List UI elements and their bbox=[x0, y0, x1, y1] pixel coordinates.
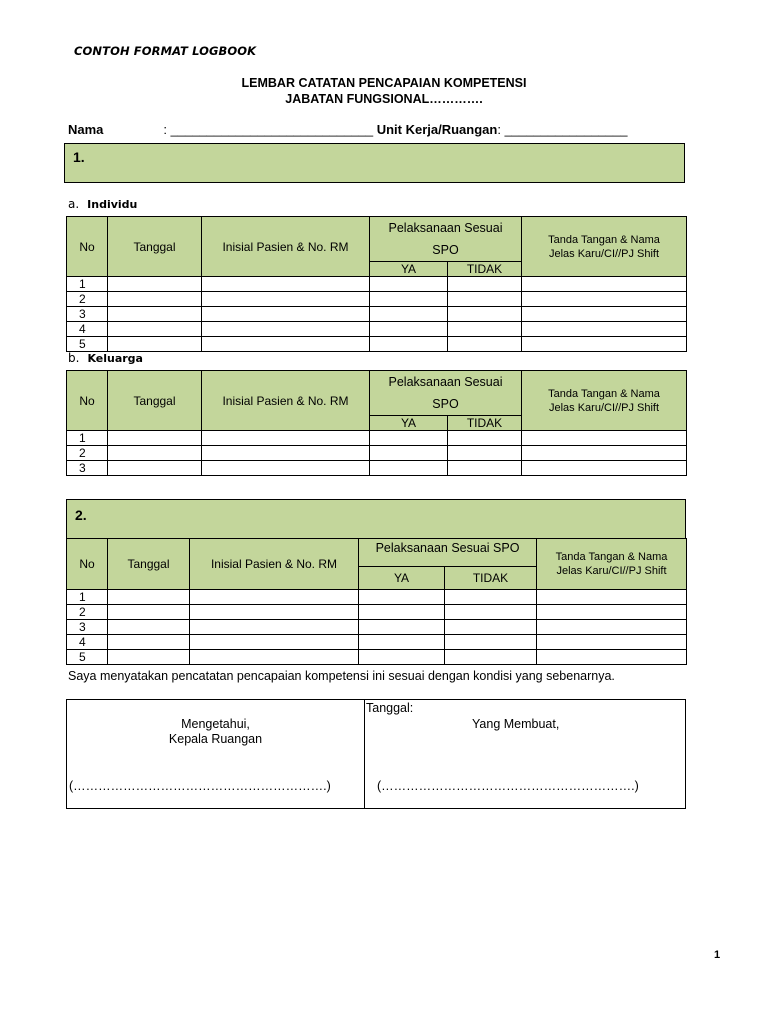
table-row bbox=[67, 322, 687, 337]
cell-inisial[interactable] bbox=[202, 322, 370, 337]
header-no: No bbox=[67, 539, 108, 590]
header-tanggal: Tanggal bbox=[108, 217, 202, 277]
header-inisial: Inisial Pasien & No. RM bbox=[202, 217, 370, 277]
document-title-line2: JABATAN FUNGSIONAL…………. bbox=[285, 92, 483, 106]
cell-tidak[interactable] bbox=[448, 292, 522, 307]
cell-inisial[interactable] bbox=[190, 620, 359, 635]
header-tanda-line2: Jelas Karu/CI//PJ Shift bbox=[548, 247, 660, 260]
cell-inisial[interactable] bbox=[202, 431, 370, 446]
cell-tidak[interactable] bbox=[448, 322, 522, 337]
cell-inisial[interactable] bbox=[202, 292, 370, 307]
cell-tanda[interactable] bbox=[537, 650, 687, 665]
cell-ya[interactable] bbox=[359, 635, 445, 650]
table-row bbox=[67, 461, 687, 476]
row-number: 2 bbox=[67, 605, 108, 620]
cell-tidak[interactable] bbox=[445, 590, 537, 605]
cell-ya[interactable] bbox=[359, 605, 445, 620]
cell-tanda[interactable] bbox=[522, 292, 687, 307]
cell-inisial[interactable] bbox=[190, 650, 359, 665]
row-number: 2 bbox=[67, 446, 108, 461]
nama-label: Nama bbox=[68, 122, 104, 137]
header-pelaksanaan-line2: SPO bbox=[432, 243, 459, 257]
cell-ya[interactable] bbox=[359, 590, 445, 605]
document-title-line1: LEMBAR CATATAN PENCAPAIAN KOMPETENSI bbox=[241, 76, 527, 90]
header-ya: YA bbox=[370, 416, 448, 431]
cell-tidak[interactable] bbox=[448, 446, 522, 461]
cell-tanda[interactable] bbox=[522, 446, 687, 461]
header-pelaksanaan: Pelaksanaan Sesuai SPO bbox=[359, 539, 537, 567]
header-pelaksanaan-line1: Pelaksanaan Sesuai bbox=[388, 375, 503, 389]
cell-tanda[interactable] bbox=[522, 277, 687, 292]
table-row bbox=[67, 446, 687, 461]
cell-tanggal[interactable] bbox=[108, 620, 190, 635]
header-tanggal: Tanggal bbox=[108, 539, 190, 590]
cell-ya[interactable] bbox=[359, 650, 445, 665]
cell-tanggal[interactable] bbox=[108, 277, 202, 292]
header-tanda-tangan bbox=[537, 539, 687, 590]
cell-tanda[interactable] bbox=[522, 322, 687, 337]
table-row bbox=[67, 292, 687, 307]
table-row bbox=[67, 650, 687, 665]
cell-ya[interactable] bbox=[370, 292, 448, 307]
subsection-a-text: Individu bbox=[87, 198, 138, 211]
cell-ya[interactable] bbox=[370, 461, 448, 476]
row-number: 5 bbox=[67, 650, 108, 665]
cell-inisial[interactable] bbox=[202, 461, 370, 476]
unit-blank: : _________________ bbox=[497, 122, 628, 137]
cell-tanda[interactable] bbox=[522, 461, 687, 476]
cell-tidak[interactable] bbox=[448, 277, 522, 292]
header-ya: YA bbox=[359, 567, 445, 590]
header-pelaksanaan bbox=[370, 217, 522, 262]
table-row bbox=[67, 590, 687, 605]
cell-tanda[interactable] bbox=[537, 635, 687, 650]
header-pelaksanaan bbox=[370, 371, 522, 416]
header-tidak: TIDAK bbox=[448, 262, 522, 277]
cell-tanggal[interactable] bbox=[108, 337, 202, 352]
cell-ya[interactable] bbox=[370, 337, 448, 352]
header-ya: YA bbox=[370, 262, 448, 277]
cell-inisial[interactable] bbox=[190, 635, 359, 650]
header-no: No bbox=[67, 217, 108, 277]
table-row bbox=[67, 620, 687, 635]
cell-tidak[interactable] bbox=[448, 461, 522, 476]
subsection-b-label bbox=[68, 351, 143, 365]
statement-text: Saya menyatakan pencatatan pencapaian kompetensi ini sesuai dengan kondisi yang sebenarnya. bbox=[68, 669, 615, 683]
cell-ya[interactable] bbox=[370, 277, 448, 292]
row-number: 5 bbox=[67, 337, 108, 352]
row-number: 3 bbox=[67, 307, 108, 322]
cell-tanggal[interactable] bbox=[108, 650, 190, 665]
cell-tanggal[interactable] bbox=[108, 446, 202, 461]
tanggal-label: Tanggal: bbox=[366, 701, 414, 715]
cell-tanggal[interactable] bbox=[108, 635, 190, 650]
cell-tidak[interactable] bbox=[448, 307, 522, 322]
unit-label: Unit Kerja/Ruangan bbox=[376, 122, 498, 137]
header-tidak: TIDAK bbox=[448, 416, 522, 431]
row-number: 1 bbox=[67, 431, 108, 446]
cell-tidak[interactable] bbox=[445, 620, 537, 635]
cell-ya[interactable] bbox=[370, 307, 448, 322]
table-individu bbox=[66, 216, 687, 352]
cell-tanda[interactable] bbox=[522, 431, 687, 446]
cell-tanggal[interactable] bbox=[108, 461, 202, 476]
header-inisial: Inisial Pasien & No. RM bbox=[190, 539, 359, 590]
cell-tanggal[interactable] bbox=[108, 322, 202, 337]
subsection-a-label bbox=[68, 197, 137, 211]
row-number: 3 bbox=[67, 461, 108, 476]
table-section-2 bbox=[66, 538, 687, 665]
cell-inisial[interactable] bbox=[190, 590, 359, 605]
header-pelaksanaan-line2: SPO bbox=[432, 397, 459, 411]
cell-tidak[interactable] bbox=[445, 650, 537, 665]
cell-tidak[interactable] bbox=[445, 605, 537, 620]
row-number: 2 bbox=[67, 292, 108, 307]
cell-tidak[interactable] bbox=[448, 337, 522, 352]
cell-tanggal[interactable] bbox=[108, 590, 190, 605]
section-1-number: 1. bbox=[73, 149, 85, 165]
kepala-ruangan-text: Kepala Ruangan bbox=[168, 732, 263, 746]
table-row bbox=[67, 337, 687, 352]
header-tanda-line1: Tanda Tangan & Nama bbox=[555, 551, 668, 563]
cell-inisial[interactable] bbox=[202, 277, 370, 292]
header-tidak: TIDAK bbox=[445, 567, 537, 590]
subsection-b-letter: b. bbox=[68, 351, 80, 365]
right-signature-line[interactable]: (…………………………………………………….) bbox=[377, 779, 639, 793]
cell-inisial[interactable] bbox=[202, 307, 370, 322]
header-inisial: Inisial Pasien & No. RM bbox=[202, 371, 370, 431]
header-pelaksanaan-line1: Pelaksanaan Sesuai bbox=[388, 221, 503, 235]
cell-tanggal[interactable] bbox=[108, 307, 202, 322]
header-no: No bbox=[67, 371, 108, 431]
cell-inisial[interactable] bbox=[202, 446, 370, 461]
signature-box bbox=[66, 699, 686, 809]
header-tanda-tangan bbox=[522, 371, 687, 431]
row-number: 1 bbox=[67, 590, 108, 605]
cell-ya[interactable] bbox=[370, 322, 448, 337]
table-row bbox=[67, 307, 687, 322]
header-tanda-line2: Jelas Karu/CI//PJ Shift bbox=[556, 565, 667, 577]
row-number: 1 bbox=[67, 277, 108, 292]
section-2-box bbox=[66, 499, 686, 539]
section-2-number: 2. bbox=[75, 507, 87, 523]
yang-membuat-text: Yang Membuat, bbox=[472, 717, 560, 731]
header-tanda-tangan bbox=[522, 217, 687, 277]
row-number: 4 bbox=[67, 322, 108, 337]
row-number: 3 bbox=[67, 620, 108, 635]
cell-tanda[interactable] bbox=[522, 337, 687, 352]
table-keluarga bbox=[66, 370, 687, 476]
cell-tidak[interactable] bbox=[445, 635, 537, 650]
header-tanda-line2: Jelas Karu/CI//PJ Shift bbox=[548, 401, 660, 414]
cell-ya[interactable] bbox=[370, 431, 448, 446]
table-row bbox=[67, 635, 687, 650]
cell-tanggal[interactable] bbox=[108, 431, 202, 446]
nama-unit-line bbox=[68, 122, 627, 137]
cell-tanda[interactable] bbox=[537, 620, 687, 635]
subsection-b-text: Keluarga bbox=[87, 352, 143, 365]
mengetahui-text: Mengetahui, bbox=[181, 717, 250, 731]
cell-tanda[interactable] bbox=[522, 307, 687, 322]
table-row bbox=[67, 277, 687, 292]
cell-tanggal[interactable] bbox=[108, 605, 190, 620]
nama-blank: : ____________________________ bbox=[163, 122, 374, 137]
cell-ya[interactable] bbox=[359, 620, 445, 635]
section-1-box bbox=[64, 143, 685, 183]
row-number: 4 bbox=[67, 635, 108, 650]
subsection-a-letter: a. bbox=[68, 197, 80, 211]
cell-inisial[interactable] bbox=[190, 605, 359, 620]
cell-tanggal[interactable] bbox=[108, 292, 202, 307]
cell-inisial[interactable] bbox=[202, 337, 370, 352]
left-signature-line[interactable]: (…………………………………………………….) bbox=[69, 779, 331, 793]
cell-tidak[interactable] bbox=[448, 431, 522, 446]
page-number: 1 bbox=[714, 949, 721, 961]
format-note: CONTOH FORMAT LOGBOOK bbox=[74, 44, 257, 58]
signature-divider bbox=[364, 700, 365, 809]
header-tanda-line1: Tanda Tangan & Nama bbox=[548, 387, 660, 400]
table-row bbox=[67, 431, 687, 446]
cell-tanda[interactable] bbox=[537, 590, 687, 605]
cell-ya[interactable] bbox=[370, 446, 448, 461]
table-row bbox=[67, 605, 687, 620]
cell-tanda[interactable] bbox=[537, 605, 687, 620]
header-tanggal: Tanggal bbox=[108, 371, 202, 431]
header-tanda-line1: Tanda Tangan & Nama bbox=[548, 233, 660, 246]
